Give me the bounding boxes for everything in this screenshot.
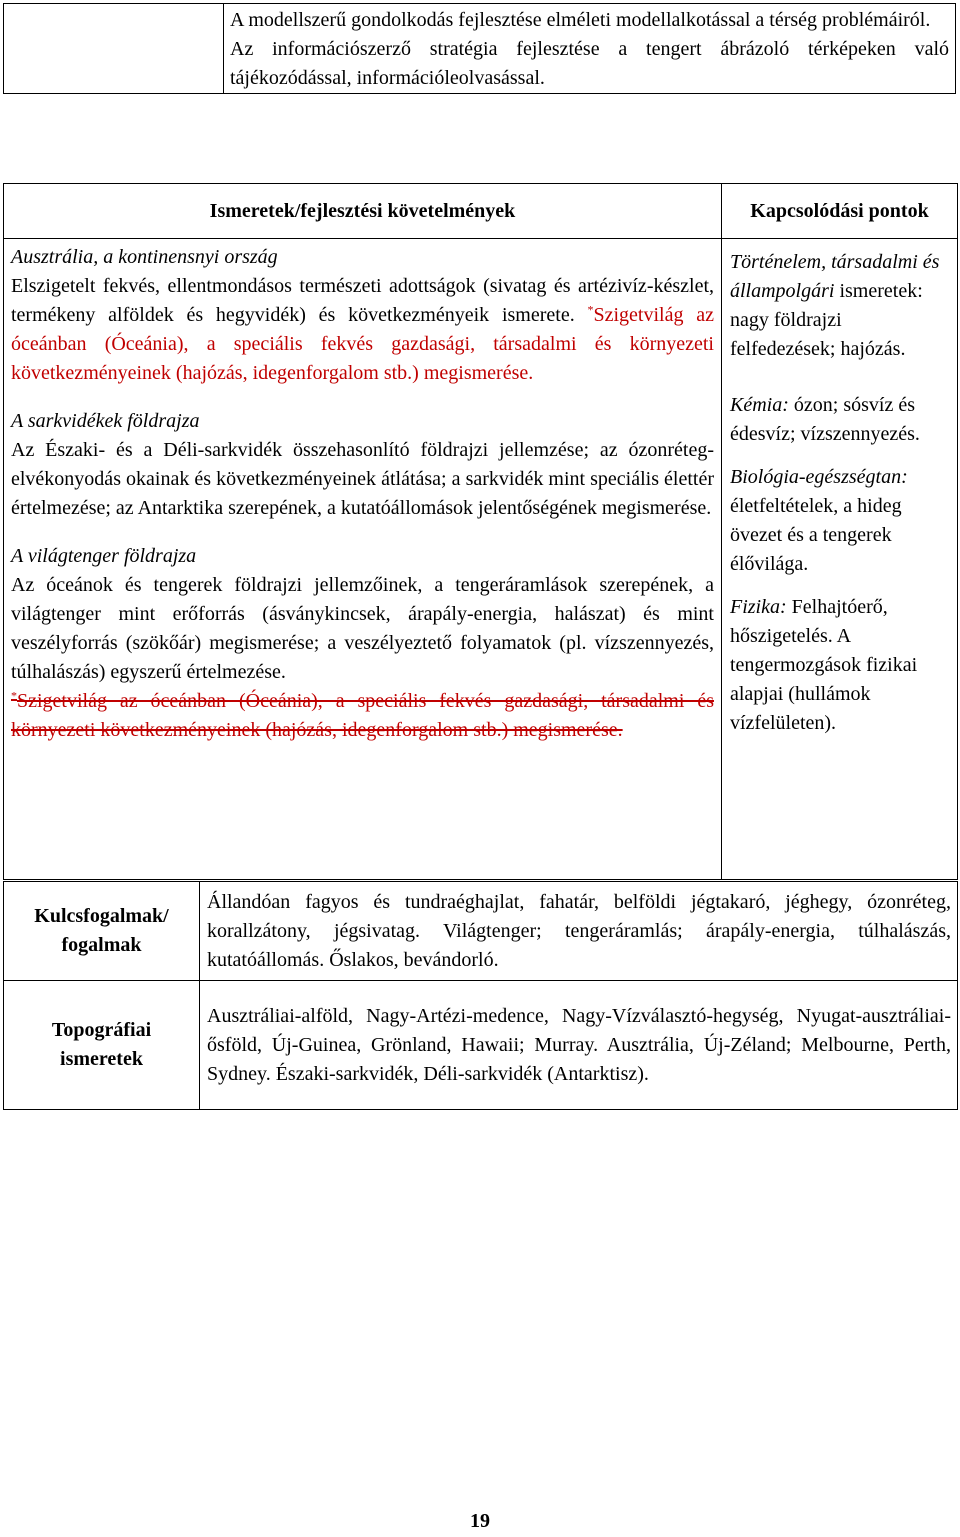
history-text: ismeretek: nagy földrajzi felfedezések; hajózás. (730, 280, 923, 360)
header-connections: Kapcsolódási pontok (722, 184, 958, 239)
requirements-cell (4, 239, 722, 880)
topography-text: Ausztráliai-alföld, Nagy-Artézi-medence, Nagy-Vízválasztó-hegység, Nyugat-ausztráliai-ősföld, Új-Guinea, Grönland, Hawaii; Murray. Ausztrália, Új-Zéland; Melbourne, Perth, Sydney. Északi-sarkvidék, Déli-sarkvidék (Antarktisz). (200, 981, 958, 1110)
requirements-table (3, 183, 958, 880)
top-line-1: A modellszerű gondolkodás fejlesztése elméleti modellalkotással a térség problémáiról. (230, 9, 931, 31)
section-ocean-struck-text: Szigetvilág az óceánban (Óceánia), a speciális fekvés gazdasági, társadalmi és környezeti következményeinek (hajózás, idegenforgalom stb.) megismerése. (11, 690, 714, 741)
chemistry-label: Kémia: (730, 394, 789, 416)
section-ocean-title: A világtenger földrajza (11, 545, 197, 567)
section-australia-title: Ausztrália, a kontinensnyi ország (11, 246, 278, 268)
connections-cell (722, 239, 958, 880)
section-polar-text: Az Északi- és a Déli-sarkvidék összehasonlító földrajzi jellemzése; az ózonréteg-elvékonyodás okainak és következményeinek átlátása; a sarkvidék mint speciális élettér értelmezése; az Antarktika szerepének, a kutatóállomások jelentőségének megismerése. (11, 439, 714, 519)
top-table (3, 3, 956, 94)
section-ocean-text: Az óceánok és tengerek földrajzi jellemzőinek, a tengeráramlások szerepének, a világtenger mint erőforrás (ásványkincsek, árapály-energia, halászat) és mint veszélyforrás (szökőár) megismerése; a veszélyeztető folyamatok (pl. vízszennyezés, túlhalászás) egyszerű értelmezése. (11, 574, 714, 683)
chemistry-text: ózon; sósvíz és édesvíz; vízszennyezés. (730, 394, 920, 445)
section-polar-title: A sarkvidékek földrajza (11, 410, 200, 432)
section-australia-text: Elszigetelt fekvés, ellentmondásos természeti adottságok (sivatag és artézivíz-készlet, termékeny alföldek és hegyvidék) és következményeik ismerete. (11, 275, 714, 326)
header-requirements: Ismeretek/fejlesztési követelmények (4, 184, 722, 239)
top-empty-cell (4, 4, 224, 94)
biology-label: Biológia-egészségtan: (730, 466, 908, 488)
history-label: Történelem, társadalmi és állampolgári (730, 251, 940, 302)
page-number: 19 (470, 1510, 490, 1532)
asterisk-2: * (11, 688, 17, 703)
top-line-2: Az információszerző stratégia fejlesztése a tengert ábrázoló térképeken való tájékozódással, információleolvasással. (230, 38, 949, 89)
physics-label: Fizika: (730, 596, 787, 618)
section-australia-red-text: Szigetvilág az óceánban (Óceánia), a speciális fekvés gazdasági, társadalmi és környezeti következményeinek (hajózás, idegenforgalom stb.) megismerése. (11, 304, 714, 384)
keywords-text: Állandóan fagyos és tundraéghajlat, fahatár, belföldi jégtakaró, jéghegy, ózonréteg, korallzátony, jégsivatag. Világtenger; tengeráramlás; árapály-energia, túlhalászás, kutatóállomás. Őslakos, bevándorló. (200, 882, 958, 981)
asterisk-1: * (587, 302, 594, 317)
topography-label: Topográfiai ismeretek (4, 981, 200, 1110)
keywords-label: Kulcsfogalmak/ fogalmak (4, 882, 200, 981)
biology-text: életfeltételek, a hideg övezet és a tengerek élővilága. (730, 495, 902, 575)
concepts-table (3, 881, 958, 1110)
top-text-cell (224, 4, 956, 94)
physics-text: Felhajtóerő, hőszigetelés. A tengermozgások fizikai alapjai (hullámok vízfelületen). (730, 596, 918, 734)
